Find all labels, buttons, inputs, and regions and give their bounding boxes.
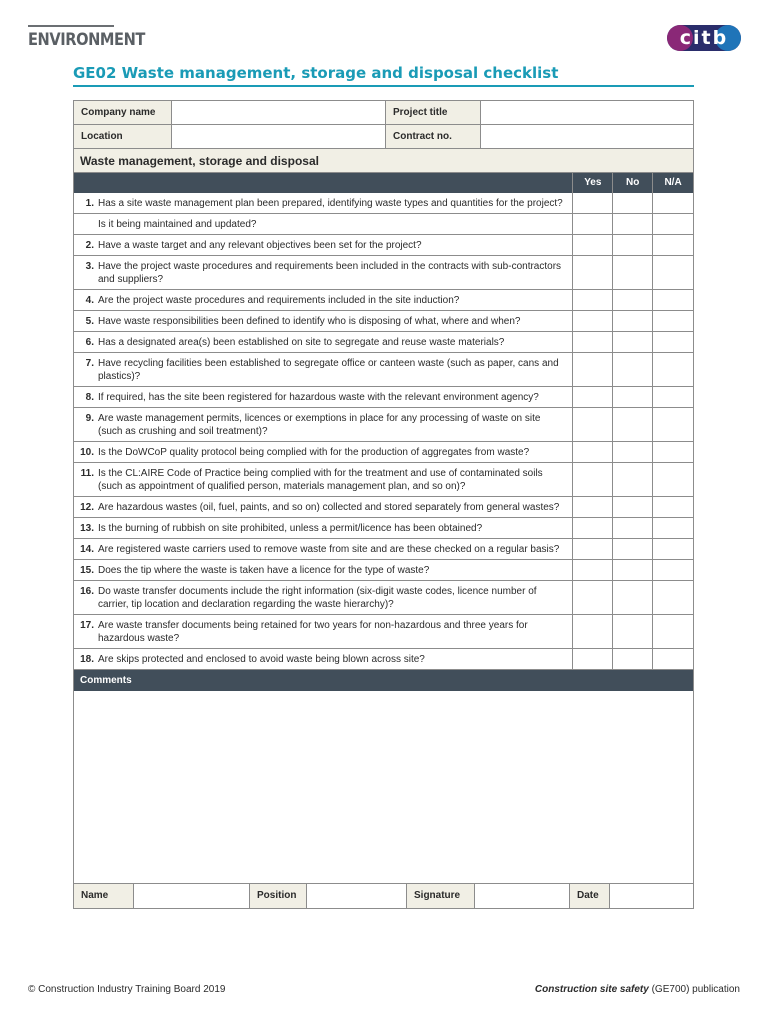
question-text: Are waste transfer documents being retained for two years for non-hazardous and three years for hazardous waste? <box>98 620 528 644</box>
question-cell <box>74 311 573 331</box>
question-text: Are registered waste carriers used to remove waste from site and are these checked on a regular basis? <box>98 544 560 555</box>
date-label: Date <box>570 884 610 908</box>
location-field[interactable] <box>172 125 386 148</box>
answer-no-box[interactable] <box>613 539 653 559</box>
question-cell <box>74 408 573 441</box>
answer-na-box[interactable] <box>653 214 693 234</box>
answer-no-box[interactable] <box>613 560 653 580</box>
answer-yes-box[interactable] <box>573 311 613 331</box>
question-row <box>74 387 693 408</box>
question-row <box>74 311 693 332</box>
answer-yes-box[interactable] <box>573 332 613 352</box>
question-cell <box>74 290 573 310</box>
answer-no-box[interactable] <box>613 463 653 496</box>
position-field[interactable] <box>307 884 407 908</box>
question-row <box>74 560 693 581</box>
question-number: 5. <box>85 316 94 327</box>
position-label: Position <box>250 884 307 908</box>
answer-yes-box[interactable] <box>573 560 613 580</box>
answer-na-box[interactable] <box>653 560 693 580</box>
contract-no-field[interactable] <box>481 125 693 148</box>
question-number: 9. <box>85 413 94 424</box>
question-text: Is the DoWCoP quality protocol being complied with for the production of aggregates from waste? <box>98 447 530 458</box>
footer-copyright: © Construction Industry Training Board 2019 <box>28 984 226 995</box>
answer-yes-box[interactable] <box>573 539 613 559</box>
col-yes-header: Yes <box>573 173 613 193</box>
answer-na-box[interactable] <box>653 615 693 648</box>
col-na-header: N/A <box>664 177 682 188</box>
answer-no-box[interactable] <box>613 214 653 234</box>
answer-no-box[interactable] <box>613 193 653 213</box>
question-row <box>74 518 693 539</box>
question-cell <box>74 235 573 255</box>
answer-yes-box[interactable] <box>573 193 613 213</box>
answer-no-box[interactable] <box>613 290 653 310</box>
answer-na-box[interactable] <box>653 387 693 407</box>
question-text: Have waste responsibilities been defined to identify who is disposing of what, where and when? <box>98 316 521 327</box>
question-number: 15. <box>80 565 94 576</box>
question-text: Has a designated area(s) been established on site to segregate and reuse waste materials? <box>98 337 505 348</box>
answer-yes-box[interactable] <box>573 581 613 614</box>
answer-na-box[interactable] <box>653 193 693 213</box>
question-number: 6. <box>85 337 94 348</box>
question-text: Does the tip where the waste is taken have a licence for the type of waste? <box>98 565 430 576</box>
answer-yes-box[interactable] <box>573 649 613 669</box>
section-heading: Waste management, storage and disposal <box>74 149 693 173</box>
question-cell <box>74 539 573 559</box>
question-number: 7. <box>85 358 94 369</box>
answer-na-box[interactable] <box>653 581 693 614</box>
signature-field[interactable] <box>475 884 570 908</box>
question-row <box>74 463 693 497</box>
answer-na-box[interactable] <box>653 311 693 331</box>
answer-no-box[interactable] <box>613 518 653 538</box>
question-cell <box>74 353 573 386</box>
contract-no-label: Contract no. <box>386 125 481 148</box>
question-number: 2. <box>85 240 94 251</box>
question-number <box>78 218 98 231</box>
answer-yes-box[interactable] <box>573 442 613 462</box>
question-row <box>74 193 693 214</box>
comments-header: Comments <box>74 670 693 691</box>
question-header-spacer <box>74 173 573 193</box>
question-cell <box>74 442 573 462</box>
question-text: Have recycling facilities been established to segregate office or canteen waste (such as paper, cans and plastics)? <box>98 358 559 382</box>
question-cell <box>74 332 573 352</box>
question-row <box>74 581 693 615</box>
question-number: 1. <box>85 198 94 209</box>
question-text: Is the CL:AIRE Code of Practice being complied with for the treatment and use of contaminated soils (such as appointment of qualified person, materials management plan, and so on)? <box>98 468 543 492</box>
answer-no-box[interactable] <box>613 581 653 614</box>
answer-no-box[interactable] <box>613 387 653 407</box>
answer-yes-box[interactable] <box>573 497 613 517</box>
answer-yes-box[interactable] <box>573 256 613 289</box>
question-cell <box>74 560 573 580</box>
answer-na-box[interactable] <box>653 442 693 462</box>
answer-yes-box[interactable] <box>573 615 613 648</box>
answer-yes-box[interactable] <box>573 290 613 310</box>
question-text: Have a waste target and any relevant objectives been set for the project? <box>98 240 422 251</box>
project-title-label: Project title <box>386 101 481 124</box>
question-row <box>74 497 693 518</box>
company-name-label: Company name <box>74 101 172 124</box>
logo-text: citb <box>679 27 729 49</box>
question-row <box>74 214 693 235</box>
question-cell <box>74 463 573 496</box>
question-text: If required, has the site been registered for hazardous waste with the relevant environment agency? <box>98 392 539 403</box>
question-text: Are the project waste procedures and requirements included in the site induction? <box>98 295 460 306</box>
sign-off-row <box>74 884 693 908</box>
question-number: 3. <box>85 261 94 272</box>
answer-yes-box[interactable] <box>573 408 613 441</box>
question-cell <box>74 256 573 289</box>
date-field[interactable] <box>610 884 693 908</box>
answer-na-box[interactable] <box>653 256 693 289</box>
answer-no-box[interactable] <box>613 615 653 648</box>
answer-na-box[interactable] <box>653 353 693 386</box>
question-number: 16. <box>80 586 94 597</box>
location-label: Location <box>74 125 172 148</box>
answer-no-box[interactable] <box>613 497 653 517</box>
question-number: 11. <box>80 468 94 479</box>
answer-yes-box[interactable] <box>573 214 613 234</box>
answer-no-box[interactable] <box>613 442 653 462</box>
question-number: 8. <box>85 392 94 403</box>
company-name-field[interactable] <box>172 101 386 124</box>
name-label: Name <box>74 884 134 908</box>
question-row <box>74 290 693 311</box>
answer-na-box[interactable] <box>653 408 693 441</box>
question-text: Is the burning of rubbish on site prohibited, unless a permit/licence has been obtained? <box>98 523 483 534</box>
question-text: Have the project waste procedures and requirements been included in the contracts with sub-contractors and suppliers? <box>98 261 562 285</box>
question-number: 4. <box>85 295 94 306</box>
question-row <box>74 353 693 387</box>
document-title: GE02 Waste management, storage and disposal checklist <box>73 64 559 82</box>
checklist-form <box>73 100 694 909</box>
section-label: ENVIRONMENT <box>28 25 114 50</box>
question-cell <box>74 581 573 614</box>
question-text: Do waste transfer documents include the right information (six-digit waste codes, licence number of carrier, tip location and declaration regarding the waste hierarchy)? <box>98 586 537 610</box>
question-row <box>74 539 693 560</box>
answer-no-box[interactable] <box>613 311 653 331</box>
answer-no-box[interactable] <box>613 332 653 352</box>
question-text: Are hazardous wastes (oil, fuel, paints, and so on) collected and stored separately from general wastes? <box>98 502 560 513</box>
col-no-header: No <box>613 173 653 193</box>
question-number: 18. <box>80 654 94 665</box>
question-text: Has a site waste management plan been prepared, identifying waste types and quantities for the project? <box>98 198 563 209</box>
info-row-location <box>74 125 693 149</box>
answer-no-box[interactable] <box>613 649 653 669</box>
question-number: 14. <box>80 544 94 555</box>
answer-no-box[interactable] <box>613 408 653 441</box>
question-number: 10. <box>80 447 94 458</box>
answer-na-box[interactable] <box>653 649 693 669</box>
question-text: Is it being maintained and updated? <box>98 219 257 230</box>
question-row <box>74 615 693 649</box>
question-number: 13. <box>80 523 94 534</box>
question-cell <box>74 193 573 213</box>
answer-na-box[interactable] <box>653 290 693 310</box>
answer-no-box[interactable] <box>613 256 653 289</box>
answer-yes-box[interactable] <box>573 518 613 538</box>
answer-yes-box[interactable] <box>573 353 613 386</box>
answer-no-box[interactable] <box>613 235 653 255</box>
question-cell <box>74 649 573 669</box>
answer-yes-box[interactable] <box>573 463 613 496</box>
question-text: Are waste management permits, licences or exemptions in place for any processing of waste on site (such as crushing and soil treatment)? <box>98 413 541 437</box>
answer-no-box[interactable] <box>613 353 653 386</box>
answer-na-box[interactable] <box>653 518 693 538</box>
answer-na-box[interactable] <box>653 235 693 255</box>
comments-field[interactable] <box>74 691 693 884</box>
project-title-field[interactable] <box>481 101 693 124</box>
question-cell <box>74 615 573 648</box>
answer-na-box[interactable] <box>653 497 693 517</box>
name-field[interactable] <box>134 884 250 908</box>
question-row <box>74 332 693 353</box>
question-number: 12. <box>80 502 94 513</box>
question-text: Are skips protected and enclosed to avoid waste being blown across site? <box>98 654 425 665</box>
citb-logo <box>667 25 741 51</box>
signature-label: Signature <box>407 884 475 908</box>
publication-suffix: (GE700) publication <box>648 984 740 995</box>
question-number: 17. <box>80 620 94 631</box>
question-cell <box>74 497 573 517</box>
question-header-row <box>74 173 693 193</box>
question-row <box>74 442 693 463</box>
questions-list <box>74 193 693 670</box>
publication-title: Construction site safety <box>534 984 649 995</box>
question-row <box>74 256 693 290</box>
question-row <box>74 408 693 442</box>
question-cell <box>74 387 573 407</box>
answer-na-box[interactable] <box>653 539 693 559</box>
footer-publication <box>535 984 740 995</box>
title-divider <box>73 85 694 87</box>
question-row <box>74 235 693 256</box>
answer-na-box[interactable] <box>653 463 693 496</box>
answer-yes-box[interactable] <box>573 387 613 407</box>
question-cell <box>74 518 573 538</box>
question-cell <box>74 214 573 234</box>
info-row-company <box>74 101 693 125</box>
answer-na-box[interactable] <box>653 332 693 352</box>
question-row <box>74 649 693 670</box>
answer-yes-box[interactable] <box>573 235 613 255</box>
